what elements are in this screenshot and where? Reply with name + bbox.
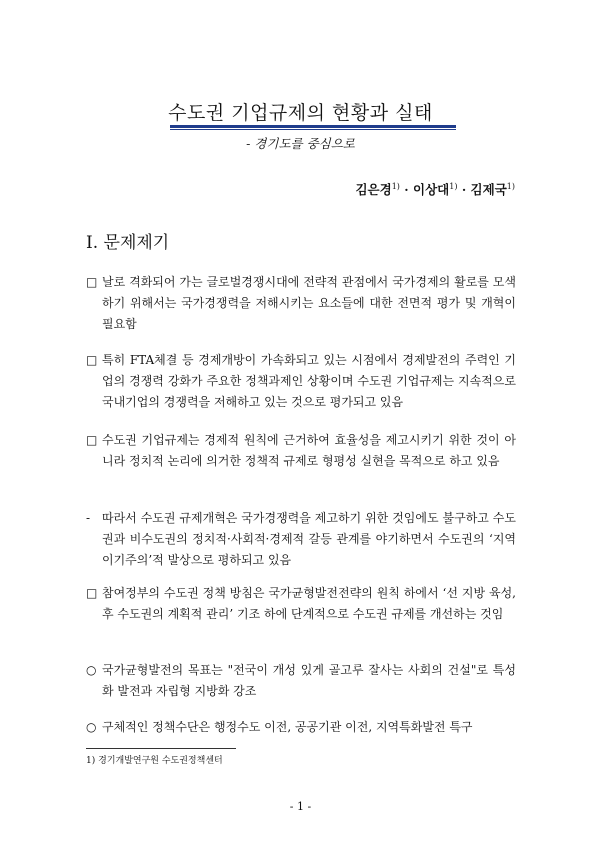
author-name: 김제국 bbox=[470, 182, 507, 197]
paragraph bbox=[86, 430, 516, 472]
dash-bullet: - bbox=[86, 511, 91, 525]
document-title: 수도권 기업규제의 현황과 실태 bbox=[168, 102, 433, 124]
document-subtitle: - 경기도를 중심으로 bbox=[246, 136, 355, 151]
paragraph-text: 특히 FTA체결 등 경제개방이 가속화되고 있는 시점에서 경제발전의 주력인 기업의 경쟁력 강화가 주요한 정책과제인 상황이며 수도권 기업규제는 지속적으로 국내기업의 경쟁력을 저해하고 있는 것으로 평가되고 있음 bbox=[102, 353, 516, 409]
section-heading: I. 문제제기 bbox=[86, 233, 170, 253]
square-bullet-icon: □ bbox=[86, 353, 98, 367]
author-separator: · bbox=[404, 182, 409, 197]
author-footnote-ref: 1) bbox=[449, 181, 458, 191]
paragraph-text: 수도권 기업규제는 경제적 원칙에 근거하여 효율성을 제고시키기 위한 것이 아니라 정치적 논리에 의거한 정책적 규제로 형평성 실현을 목적으로 하고 있음 bbox=[102, 433, 516, 468]
paragraph-text: 참여정부의 수도권 정책 방침은 국가균형발전전략의 원칙 하에서 ‘선 지방 육성, 후 수도권의 계획적 관리’ 기조 하에 단계적으로 수도권 규제를 개선하는 것임 bbox=[102, 586, 516, 621]
circle-bullet-icon: ○ bbox=[86, 720, 97, 734]
paragraph-text: 날로 격화되어 가는 글로벌경쟁시대에 전략적 관점에서 국가경제의 활로를 모색하기 위해서는 국가경쟁력을 저해시키는 요소들에 대한 전면적 평가 및 개혁이 필요함 bbox=[102, 275, 516, 331]
paragraph-text: 국가균형발전의 목표는 "전국이 개성 있게 골고루 잘사는 사회의 건설"로 특성화 발전과 자립형 지방화 강조 bbox=[102, 663, 516, 698]
footnote-ref: 1) bbox=[86, 756, 96, 766]
author-name: 김은경 bbox=[355, 182, 392, 197]
author-line bbox=[355, 180, 515, 198]
paragraph bbox=[86, 508, 516, 571]
author-footnote-ref: 1) bbox=[391, 181, 400, 191]
author-separator: · bbox=[461, 182, 467, 197]
footnote-divider bbox=[86, 748, 236, 749]
paragraph bbox=[86, 583, 516, 625]
author-footnote-ref: 1) bbox=[506, 181, 515, 191]
paragraph-text: 구체적인 정책수단은 행정수도 이전, 공공기관 이전, 지역특화발전 특구 bbox=[102, 720, 473, 734]
title-underline-thin bbox=[170, 129, 456, 130]
paragraph bbox=[86, 272, 516, 335]
paragraph bbox=[86, 350, 516, 413]
square-bullet-icon: □ bbox=[86, 275, 98, 289]
page-number: - 1 - bbox=[289, 800, 312, 813]
circle-bullet-icon: ○ bbox=[86, 663, 97, 677]
paragraph bbox=[86, 717, 516, 738]
paragraph-text: 따라서 수도권 규제개혁은 국가경쟁력을 제고하기 위한 것임에도 불구하고 수도권과 비수도권의 정치적·사회적·경제적 갈등 관계를 야기하면서 수도권의 ‘지역이기주의’적 발상으로 평하되고 있음 bbox=[102, 511, 516, 567]
square-bullet-icon: □ bbox=[86, 586, 98, 600]
paragraph bbox=[86, 660, 516, 702]
title-underline-thick bbox=[170, 125, 456, 128]
square-bullet-icon: □ bbox=[86, 433, 98, 447]
footnote-text: 경기개발연구원 수도권정책센터 bbox=[98, 756, 223, 766]
footnote bbox=[86, 753, 223, 766]
author-name: 이상대 bbox=[413, 182, 450, 197]
